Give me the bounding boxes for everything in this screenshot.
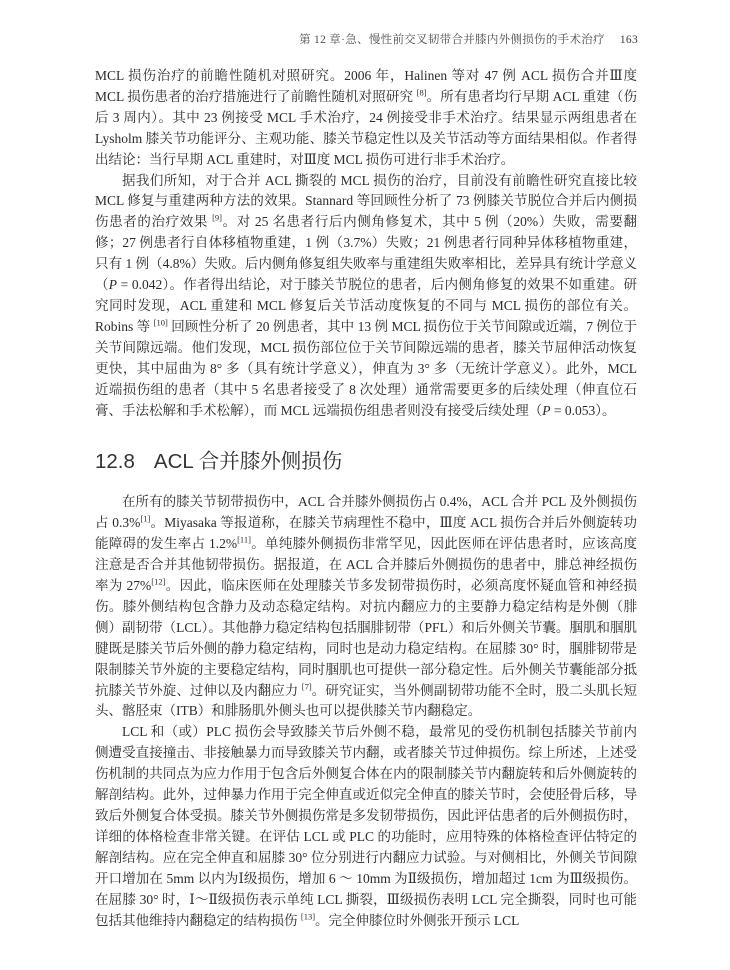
section-heading [95, 449, 637, 475]
page-number: 163 [619, 34, 638, 46]
statistic-variable: P [542, 402, 551, 418]
paragraph [95, 66, 637, 171]
reference-marker: [12] [151, 576, 166, 587]
body-text-run: LCL 和（或）PLC 损伤会导致膝关节后外侧不稳，最常见的受伤机制包括膝关节前内侧遭受直接撞击、非接触暴力而导致膝关节内翻，或者膝关节过伸损伤。综上所述，上述受伤机制的共同点为应力作用于包含后外侧复合体在内的限制膝关节内翻旋转和后外侧旋转的解剖结构。此外，过伸暴力作用于完全伸直或近似完全伸直的膝关节时，会使胫骨后移，导致后外侧复合体受损。膝关节外侧损伤常是多发韧带损伤，因此评估患者的后外侧损伤时，详细的体格检查非常关键。在评估 LCL 或 PLC 的功能时，应用特殊的体格检查评估特定的解剖结构。应在完全伸直和屈膝 30° 位分别进行内翻应力试验。与对侧相比，外侧关节间隙开口增加在 5mm 以内为Ⅰ级损伤，增加 6 ～ 10mm 为Ⅱ级损伤，增加超过 1cm 为Ⅲ级损伤。在屈膝 30° 时，Ⅰ～Ⅱ级损伤表示单纯 LCL 撕裂，Ⅲ级损伤表明 LCL 完全撕裂，同时也可能包括其他维持内翻稳定的结构损伤 [95, 724, 637, 928]
reference-marker: [8] [416, 87, 427, 98]
body-text-run: 。单纯膝外侧损伤非常罕见，因此医师在评估患者时，应该高度注意是否合并其他韧带损伤。据报道，在 ACL 合并膝后外侧损伤的患者中，腓总神经损伤率为 27% [95, 536, 638, 594]
body-text-run: 。所有患者均行早期 ACL 重建（伤后 3 周内）。其中 23 例接受 MCL 手术治疗，24 例接受非手术治疗。结果显示两组患者在 Lysholm 膝关节功能评分、主观功能、膝关节稳定性以及关节活动等方面结果相似。作者得出结论：当行早期 ACL 重建时，对Ⅲ度 MCL 损伤可进行非手术治疗。 [95, 88, 637, 167]
reference-marker: [11] [237, 534, 251, 545]
section-number: 12.8 [95, 450, 135, 474]
body-text-run: 回顾性分析了 20 例患者，其中 13 例 MCL 损伤位于关节间隙或近端，7 例位于关节间隙远端。他们发现，MCL 损伤部位位于关节间隙远端的患者，膝关节屈伸活动恢复更快，其中屈曲为 8° 多（具有统计学意义），伸直为 3° 多（无统计学意义）。此外，MCL 近端损伤组的患者（其中 5 名患者接受了 8 次处理）通常需要更多的后续处理（伸直位石膏、手法松解和手术松解），而 MCL 远端损伤组患者则没有接受后续处理（ [95, 318, 637, 418]
body-text-run: 。对 25 名患者行后内侧角修复术，其中 5 例（20%）失败，需要翻修；27 例患者行自体移植物重建，1 例（3.7%）失败；21 例患者行同种异体移植物重建，只有 1 例（4.8%）失败。后内侧角修复组失败率与重建组失败率相比，差异具有统计学意义（ [95, 214, 637, 293]
body-text-run: 。完全伸膝位时外侧张开预示 LCL [315, 912, 520, 928]
paragraph [95, 492, 637, 722]
running-head [95, 31, 638, 47]
page-body [95, 66, 637, 931]
paragraph [95, 722, 637, 931]
body-text-run: 。研究证实，当外侧副韧带功能不全时，股二头肌长短头、髂胫束（ITB）和腓肠肌外侧头也可以提供膝关节内翻稳定。 [95, 682, 638, 719]
statistic-variable: P [108, 277, 118, 293]
body-text-run: = 0.042）。作者得出结论，对于膝关节脱位的患者，后内侧角修复的效果不如重建。研究同时发现，ACL 重建和 MCL 修复后关节活动度恢复的不同与 MCL 损伤的部位有关。Robins 等 [95, 277, 637, 334]
reference-marker: [13] [300, 911, 316, 922]
reference-marker: [7] [301, 681, 312, 692]
body-text-run: 。因此，临床医师在处理膝关节多发韧带损伤时，必须高度怀疑血管和神经损伤。膝外侧结构包含静力及动态稳定结构。对抗内翻应力的主要静力稳定结构是外侧（腓侧）副韧带（LCL）。其他静力稳定结构包括腘腓韧带（PFL）和后外侧关节囊。腘肌和腘肌腱既是膝关节后外侧的静力稳定结构，同时也是动力稳定结构。在屈膝 30° 时，腘腓韧带是限制膝关节外旋的主要稳定结构，同时腘肌也可提供一部分稳定性。后外侧关节囊能部分抵抗膝关节外旋、过伸以及内翻应力 [95, 578, 637, 698]
body-text-run: MCL 损伤治疗的前瞻性随机对照研究。2006 年，Halinen 等对 47 例 ACL 损伤合并Ⅲ度 MCL 损伤患者的治疗措施进行了前瞻性随机对照研究 [95, 68, 637, 104]
body-text-run: 据我们所知，对于合并 ACL 撕裂的 MCL 损伤的治疗，目前没有前瞻性研究直接比较 MCL 修复与重建两种方法的效果。Stannard 等回顾性分析了 73 例膝关节脱位合并后内侧损伤患者的治疗效果 [95, 172, 637, 230]
reference-marker: [1] [140, 513, 151, 524]
body-text-run: 。Miyasaka 等报道称，在膝关节病理性不稳中，Ⅲ度 ACL 损伤合并后外侧旋转功能障碍的发生率占 1.2% [95, 515, 637, 552]
section-title: ACL 合并膝外侧损伤 [153, 450, 343, 474]
running-head-title: 第 12 章·急、慢性前交叉韧带合并膝内外侧损伤的手术治疗 [299, 34, 605, 46]
reference-marker: [9] [212, 212, 222, 223]
body-text-run: 在所有的膝关节韧带损伤中，ACL 合并膝外侧损伤占 0.4%，ACL 合并 PCL 及外侧损伤占 0.3% [95, 494, 637, 531]
body-text-run: = 0.053）。 [550, 402, 616, 418]
paragraph [95, 171, 637, 422]
reference-marker: [10] [153, 317, 168, 328]
